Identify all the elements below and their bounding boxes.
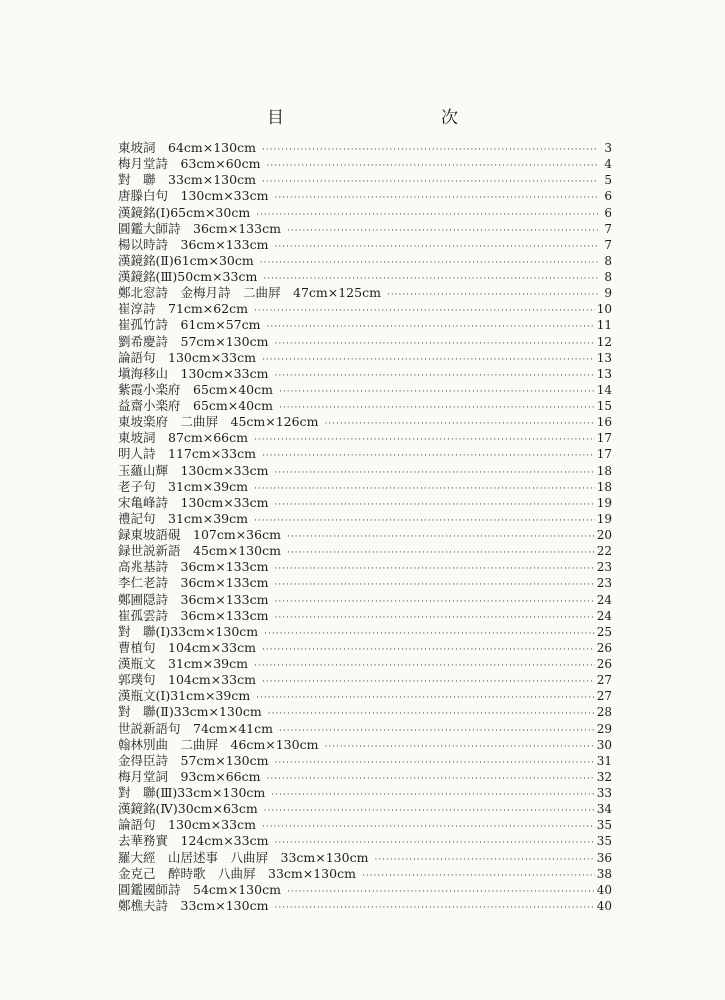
dot-leader [324, 739, 594, 755]
dot-leader [264, 803, 595, 819]
dot-leader [262, 174, 598, 190]
toc-entry-title: 論語句 130cm×33cm [118, 817, 256, 833]
toc-entry-page: 30 [596, 737, 612, 752]
dot-leader [262, 642, 595, 658]
toc-entry [118, 672, 612, 688]
toc-entry [118, 704, 612, 720]
toc-heading: 目 次 [267, 108, 528, 128]
dot-leader [267, 319, 595, 335]
dot-leader [260, 255, 598, 271]
toc-entry [118, 543, 612, 559]
dot-leader [274, 755, 594, 771]
toc-entry-page: 32 [596, 769, 612, 784]
toc-entry-page: 12 [596, 334, 612, 349]
toc-entry-title: 郭璞句 104cm×33cm [118, 672, 256, 688]
toc-entry-title: 曹植句 104cm×33cm [118, 639, 256, 655]
toc-entry [118, 253, 612, 269]
toc-entry [118, 737, 612, 753]
toc-entry [118, 898, 612, 914]
toc-entry-title: 東坡詞 64cm×130cm [118, 140, 256, 155]
toc-entry-page: 31 [596, 753, 612, 768]
toc-entry-page: 6 [604, 205, 612, 220]
toc-entry [118, 463, 612, 479]
toc-entry-page: 29 [596, 721, 612, 736]
toc-entry-page: 17 [596, 431, 612, 446]
toc-entry-page: 26 [596, 640, 612, 655]
dot-leader [254, 481, 595, 497]
toc-entry-page: 9 [604, 286, 612, 301]
toc-entry [118, 205, 612, 221]
toc-entry [118, 866, 612, 882]
toc-entry-page: 27 [596, 689, 612, 704]
toc-entry-title: 對 聯(Ⅰ)33cm×130cm [118, 623, 259, 639]
toc-entry-page: 7 [604, 221, 612, 236]
toc-entry-title: 玉蘊山輝 130cm×33cm [118, 462, 269, 478]
toc-entry [118, 398, 612, 414]
toc-entry [118, 495, 612, 511]
toc-entry-page: 40 [596, 882, 612, 897]
dot-leader [264, 626, 595, 642]
toc-entry-page: 10 [596, 302, 612, 317]
dot-leader [274, 900, 594, 916]
toc-entry-page: 19 [596, 511, 612, 526]
toc-entry-title: 對 聯(Ⅲ)33cm×130cm [118, 785, 266, 800]
dot-leader [262, 448, 595, 464]
toc-entry-title: 梅月堂詩 63cm×60cm [118, 156, 261, 172]
toc-entry [118, 511, 612, 527]
toc-entry [118, 850, 612, 866]
toc-entry [118, 769, 612, 785]
dot-leader [274, 577, 594, 593]
toc-entry-page: 27 [596, 673, 612, 688]
dot-leader [387, 287, 598, 303]
toc-entry-title: 楊以時詩 36cm×133cm [118, 236, 269, 252]
toc-entry-title: 漢瓶文(Ⅰ)31cm×39cm [118, 688, 251, 704]
toc-entry-page: 25 [596, 624, 612, 639]
toc-entry [118, 334, 612, 350]
dot-leader [262, 142, 598, 158]
toc-entry [118, 221, 612, 237]
dot-leader [287, 529, 595, 545]
toc-entry-title: 崔孤竹詩 61cm×57cm [118, 317, 261, 333]
dot-leader [274, 594, 594, 610]
toc-entry-title: 明人詩 117cm×33cm [118, 446, 256, 462]
toc-entry-title: 録世説新語 45cm×130cm [118, 543, 281, 559]
toc-entry-page: 19 [596, 495, 612, 510]
toc-entry-page: 23 [596, 560, 612, 575]
toc-entry [118, 350, 612, 366]
toc-entry [118, 414, 612, 430]
toc-entry-title: 益齋小楽府 65cm×40cm [118, 398, 273, 413]
toc-entry-title: 唐滕白句 130cm×33cm [118, 188, 269, 204]
toc-entry-page: 24 [596, 592, 612, 607]
toc-entry-title: 對 聯(Ⅱ)33cm×130cm [118, 704, 262, 720]
toc-entry-title: 漢鏡銘(Ⅲ)50cm×33cm [118, 269, 258, 284]
toc-list [118, 140, 612, 914]
toc-entry-title: 老子句 31cm×39cm [118, 478, 248, 494]
dot-leader [267, 771, 595, 787]
toc-entry-page: 18 [596, 463, 612, 478]
toc-entry-page: 5 [604, 173, 612, 188]
toc-entry-page: 36 [596, 850, 612, 865]
dot-leader [324, 416, 594, 432]
toc-entry-title: 崔孤雲詩 36cm×133cm [118, 607, 269, 623]
toc-entry [118, 172, 612, 188]
toc-entry-page: 8 [604, 253, 612, 268]
toc-entry-title: 東坡楽府 二曲屛 45cm×126cm [118, 414, 319, 430]
toc-entry-title: 鄭樵夫詩 33cm×130cm [118, 897, 269, 913]
toc-entry-title: 李仁老詩 36cm×133cm [118, 575, 269, 591]
toc-entry-page: 4 [604, 157, 612, 172]
toc-entry-page: 20 [596, 528, 612, 542]
dot-leader [254, 513, 595, 529]
toc-entry-page: 13 [596, 350, 612, 365]
toc-entry-title: 塡海移山 130cm×33cm [118, 365, 269, 381]
toc-entry-title: 圓鑑大師詩 36cm×133cm [118, 220, 281, 236]
toc-entry-page: 15 [596, 399, 612, 413]
toc-entry-page: 35 [596, 834, 612, 849]
toc-entry [118, 817, 612, 833]
dot-leader [254, 658, 595, 674]
toc-entry-title: 東坡詞 87cm×66cm [118, 430, 248, 446]
toc-entry [118, 833, 612, 849]
toc-entry-title: 金得臣詩 57cm×130cm [118, 752, 269, 768]
toc-entry [118, 688, 612, 704]
toc-entry-title: 高兆基詩 36cm×133cm [118, 559, 269, 575]
toc-entry [118, 624, 612, 640]
toc-entry [118, 753, 612, 769]
toc-entry [118, 608, 612, 624]
dot-leader [262, 819, 595, 835]
toc-entry [118, 640, 612, 656]
toc-entry [118, 785, 612, 801]
dot-leader [274, 239, 598, 255]
toc-entry-page: 13 [596, 366, 612, 381]
dot-leader [256, 690, 595, 706]
dot-leader [374, 852, 594, 868]
toc-entry-page: 40 [596, 898, 612, 913]
dot-leader [267, 158, 599, 174]
toc-entry [118, 801, 612, 817]
toc-entry [118, 382, 612, 398]
dot-leader [274, 190, 598, 206]
toc-entry-title: 論語句 130cm×33cm [118, 349, 256, 365]
toc-entry [118, 156, 612, 172]
dot-leader [287, 884, 595, 900]
toc-entry [118, 882, 612, 898]
dot-leader [254, 432, 595, 448]
toc-entry [118, 140, 612, 156]
dot-leader [274, 336, 594, 352]
dot-leader [362, 868, 595, 884]
dot-leader [287, 545, 595, 561]
toc-entry-page: 35 [596, 818, 612, 833]
toc-entry-title: 羅大經 山居述事 八曲屛 33cm×130cm [118, 849, 369, 865]
toc-entry-page: 24 [596, 608, 612, 623]
toc-entry [118, 317, 612, 333]
dot-leader [274, 368, 594, 384]
toc-entry-page: 11 [596, 318, 612, 333]
toc-entry [118, 527, 612, 543]
toc-entry-page: 8 [604, 270, 612, 284]
toc-entry-title: 録東坡語硯 107cm×36cm [118, 527, 281, 542]
toc-entry-page: 14 [596, 382, 612, 397]
dot-leader [274, 561, 594, 577]
dot-leader [254, 303, 595, 319]
toc-entry [118, 656, 612, 672]
dot-leader [274, 610, 594, 626]
dot-leader [262, 352, 595, 368]
dot-leader [279, 400, 595, 416]
toc-entry-page: 28 [596, 705, 612, 720]
toc-entry-page: 22 [596, 544, 612, 559]
toc-entry-title: 鄭圃隠詩 36cm×133cm [118, 591, 269, 607]
toc-entry [118, 269, 612, 285]
toc-entry-title: 梅月堂詞 93cm×66cm [118, 768, 261, 784]
toc-entry [118, 301, 612, 317]
dot-leader [256, 207, 598, 223]
toc-entry-page: 17 [596, 447, 612, 462]
toc-entry-title: 圓鑑國師詩 54cm×130cm [118, 881, 281, 897]
dot-leader [274, 497, 594, 513]
toc-entry [118, 366, 612, 382]
dot-leader [287, 223, 598, 239]
toc-entry [118, 237, 612, 253]
toc-entry-title: 世説新語句 74cm×41cm [118, 720, 273, 736]
toc-entry [118, 592, 612, 608]
toc-entry-title: 去華務實 124cm×33cm [118, 833, 269, 849]
toc-entry-page: 7 [604, 237, 612, 252]
dot-leader [279, 384, 595, 400]
dot-leader [271, 787, 594, 803]
toc-entry-page: 18 [596, 479, 612, 494]
toc-entry-page: 26 [596, 657, 612, 671]
toc-entry [118, 479, 612, 495]
toc-entry-title: 翰林別曲 二曲屛 46cm×130cm [118, 736, 319, 752]
toc-entry-title: 崔淳詩 71cm×62cm [118, 301, 248, 317]
dot-leader [268, 706, 595, 722]
toc-entry-page: 23 [596, 576, 612, 591]
toc-entry-title: 宋亀峰詩 130cm×33cm [118, 494, 269, 510]
toc-entry [118, 188, 612, 204]
toc-entry-title: 紫霞小楽府 65cm×40cm [118, 381, 273, 397]
toc-entry-title: 漢鏡銘(Ⅱ)61cm×30cm [118, 252, 254, 268]
dot-leader [279, 723, 595, 739]
toc-entry-page: 33 [596, 786, 612, 800]
toc-entry-title: 對 聯 33cm×130cm [118, 172, 256, 188]
toc-entry-page: 16 [596, 415, 612, 430]
toc-entry-page: 6 [604, 189, 612, 204]
toc-entry-title: 鄭北窓詩 金梅月詩 二曲屛 47cm×125cm [118, 285, 381, 301]
dot-leader [274, 465, 594, 481]
toc-entry [118, 430, 612, 446]
toc-entry [118, 446, 612, 462]
toc-entry-page: 38 [596, 866, 612, 881]
toc-entry-title: 劉希慶詩 57cm×130cm [118, 333, 269, 349]
toc-entry-page: 3 [604, 141, 612, 155]
toc-entry [118, 559, 612, 575]
toc-entry [118, 575, 612, 591]
toc-entry-title: 金克己 醉時歌 八曲屛 33cm×130cm [118, 865, 356, 881]
toc-entry-title: 漢鏡銘(Ⅳ)30cm×63cm [118, 801, 258, 817]
toc-entry [118, 721, 612, 737]
toc-entry-title: 漢瓶文 31cm×39cm [118, 656, 248, 671]
toc-entry [118, 285, 612, 301]
toc-entry-title: 禮記句 31cm×39cm [118, 510, 248, 526]
dot-leader [262, 674, 595, 690]
toc-entry-title: 漢鏡銘(Ⅰ)65cm×30cm [118, 204, 251, 220]
toc-entry-page: 34 [596, 802, 612, 817]
